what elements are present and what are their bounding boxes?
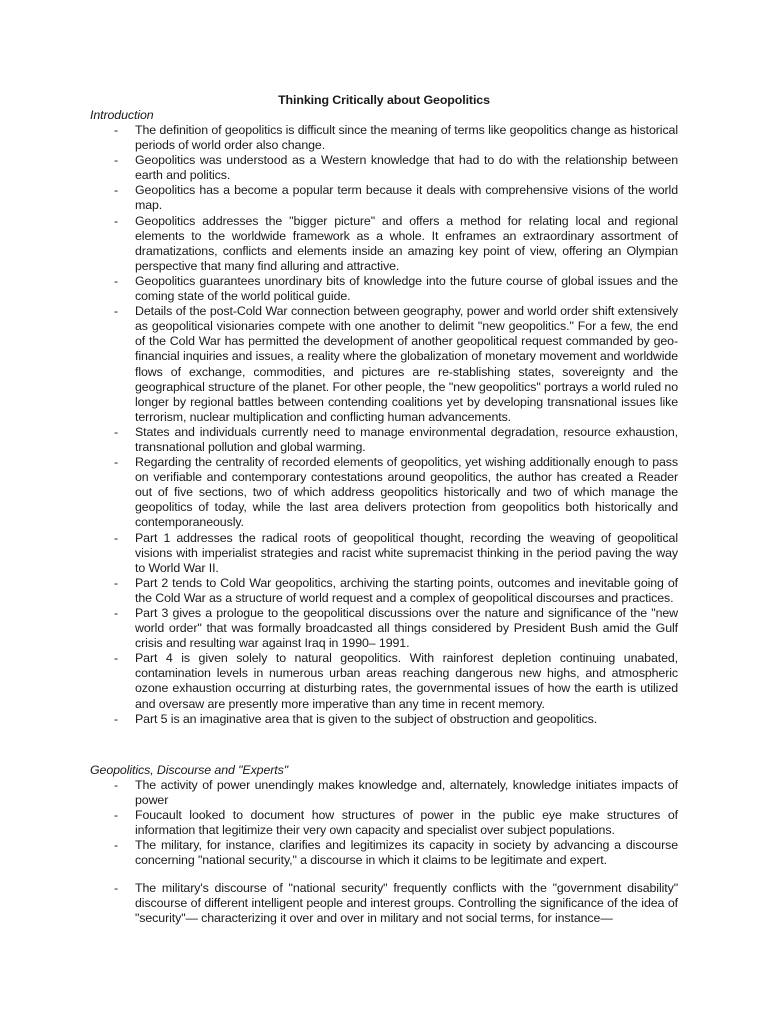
- list-item: [114, 576, 678, 606]
- list-item-text: Regarding the centrality of recorded elements of geopolitics, yet wishing additionally enough to pass on verifiable and contemporary contestations around geopolitics, the author has created a Reader out of five sections, two of which address geopolitics historically and two of which manage the geopolitics of today, while the last area delivers protection from geopolitics both historically and contemporaneously.: [135, 455, 678, 530]
- bullet-dash: -: [114, 213, 119, 228]
- list-item: [114, 425, 678, 455]
- list-item-text: Part 5 is an imaginative area that is given to the subject of obstruction and geopolitics.: [135, 711, 598, 726]
- bullet-dash: -: [114, 778, 119, 792]
- bullet-dash: -: [114, 838, 119, 853]
- bullet-dash: -: [114, 575, 119, 590]
- bullet-dash: -: [114, 881, 119, 895]
- list-item: [114, 838, 678, 868]
- list-item: [114, 531, 678, 576]
- bullet-dash: -: [114, 808, 119, 823]
- list-item-text: Geopolitics addresses the "bigger picture" and offers a method for relating local and regional elements to the worldwide framework as a whole. It enframes an extraordinary assortment of dramatizations, conflicts and elements inside an amazing key point of view, offering an Olympian perspective that many find alluring and attractive.: [135, 213, 678, 273]
- bullet-dash: -: [114, 183, 119, 198]
- bullet-dash: -: [114, 424, 119, 439]
- bullet-dash: -: [114, 711, 119, 726]
- list-item: [114, 808, 678, 838]
- list-item: [114, 881, 678, 926]
- list-item-text: Part 2 tends to Cold War geopolitics, archiving the starting points, outcomes and inevitable going of the Cold War as a structure of world request and a complex of geopolitical discourses and practices.: [135, 575, 678, 605]
- bullet-dash: -: [114, 651, 119, 666]
- list-item: [114, 606, 678, 651]
- list-item-text: Geopolitics guarantees unordinary bits of knowledge into the future course of global issues and the coming state of the world political guide.: [135, 273, 678, 304]
- bullet-dash: -: [114, 530, 119, 545]
- list-item-text: Geopolitics was understood as a Western knowledge that had to do with the relationship between earth and politics.: [135, 153, 678, 183]
- section-heading-introduction: Introduction: [90, 108, 154, 122]
- list-item-text: Part 3 gives a prologue to the geopolitical discussions over the nature and significance of the "new world order" that was formally broadcasted all things considered by President Bush amid the Gulf crisis and resulting war against Iraq in 1990– 1991.: [135, 606, 678, 651]
- discourse-bullet-list-continued: [114, 881, 678, 926]
- list-item: [114, 183, 678, 213]
- list-item-text: Part 4 is given solely to natural geopolitics. With rainforest depletion continuing unabated, contamination levels in numerous urban areas reaching dangerous new highs, and atmospheric ozone exhaustion occurring at disturbing rates, the governmental issues of how the earth is utilized and oversaw are presently more imperative than any time in recent memory.: [135, 651, 678, 711]
- list-item: [114, 214, 678, 274]
- bullet-dash: -: [114, 123, 119, 137]
- list-item: [114, 778, 678, 808]
- bullet-dash: -: [114, 153, 119, 168]
- list-item: [114, 651, 678, 711]
- list-item-text: Part 1 addresses the radical roots of geopolitical thought, recording the weaving of geopolitical visions with imperialist strategies and racist white supremacist thinking in the period paving the way to World War II.: [135, 530, 678, 575]
- list-item: [114, 274, 678, 304]
- bullet-dash: -: [114, 304, 119, 319]
- list-item: [114, 304, 678, 425]
- list-item-text: Foucault looked to document how structures of power in the public eye make structures of information that legitimize their very own capacity and specialist over subject populations.: [135, 808, 678, 838]
- bullet-dash: -: [114, 606, 119, 620]
- document-title: Thinking Critically about Geopolitics: [278, 93, 490, 107]
- list-item-text: States and individuals currently need to manage environmental degradation, resource exhaustion, transnational pollution and global warming.: [135, 424, 678, 454]
- list-item: [114, 153, 678, 183]
- list-item: [114, 455, 678, 530]
- bullet-dash: -: [114, 455, 119, 470]
- list-item: [114, 712, 678, 727]
- list-item-text: Details of the post-Cold War connection between geography, power and world order shift extensively as geopolitical visionaries compete with one another to delimit "new geopolitics." For a few, the end of the Cold War has permitted the development of another geopolitical request commanded by geo-financial inquiries and issues, a reality where the globalization of monetary movement and worldwide flows of exchange, commodities, and pictures are re-stablishing states, sovereignty and the geographical structure of the planet. For other people, the "new geopolitics" portrays a world ruled no longer by regional battles between contending coalitions yet by developing transnational issues like terrorism, nuclear multiplication and conflicting human advancements.: [135, 304, 678, 424]
- list-item-text: Geopolitics has a become a popular term because it deals with comprehensive visions of the world map.: [135, 183, 678, 213]
- list-item: [114, 123, 678, 153]
- discourse-bullet-list: [114, 778, 678, 869]
- section-heading-discourse-experts: Geopolitics, Discourse and "Experts": [90, 763, 289, 777]
- list-item-text: The definition of geopolitics is difficult since the meaning of terms like geopolitics change as historical periods of world order also change.: [135, 123, 678, 153]
- bullet-dash: -: [114, 273, 119, 288]
- list-item-text: The military's discourse of "national security" frequently conflicts with the "government disability" discourse of different intelligent people and interest groups. Controlling the significance of the idea of "security"— characterizing it over and over in military and not social terms, for instance—: [135, 881, 678, 926]
- list-item-text: The activity of power unendingly makes knowledge and, alternately, knowledge initiates impacts of power: [135, 778, 678, 808]
- list-item-text: The military, for instance, clarifies and legitimizes its capacity in society by advancing a discourse concerning "national security," a discourse in which it claims to be legitimate and expert.: [135, 838, 678, 868]
- introduction-bullet-list: [114, 123, 678, 727]
